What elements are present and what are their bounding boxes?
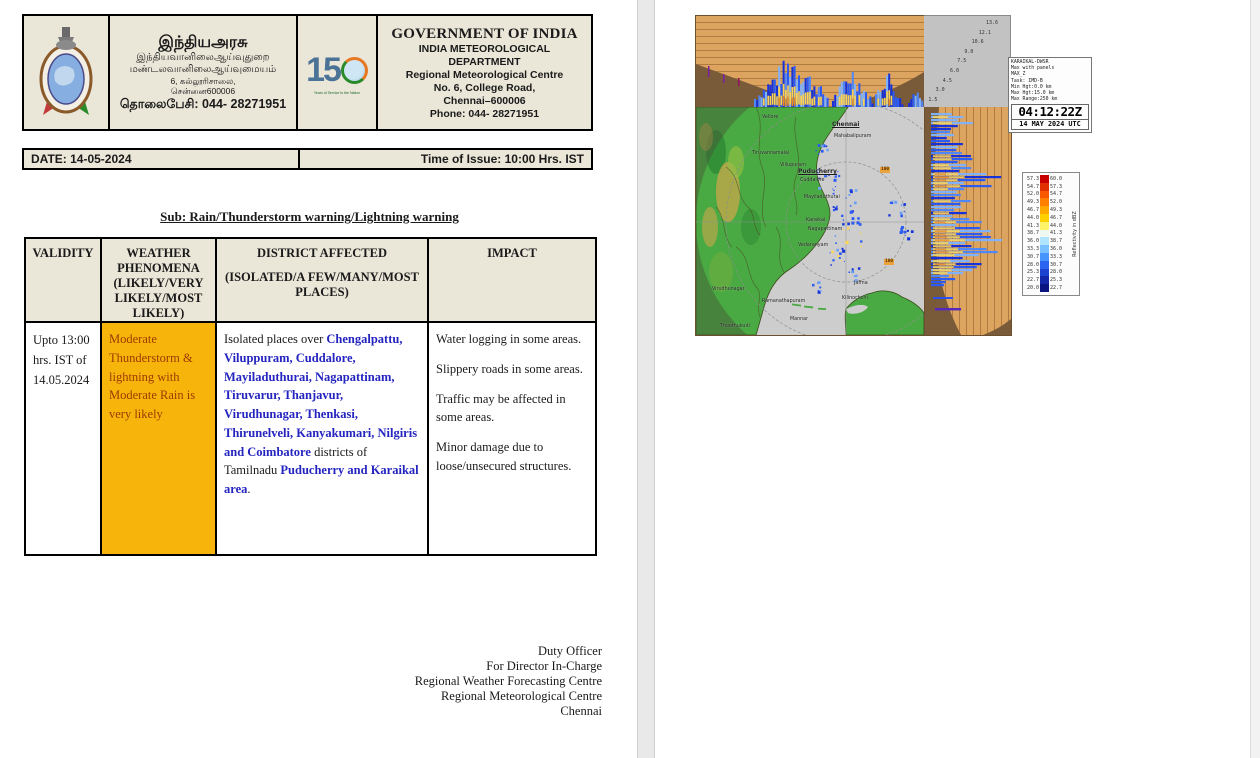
warning-table-header-row [25,238,596,322]
col-header-district-line2: (ISOLATED/A FEW/MANY/MOST PLACES) [225,270,419,299]
map-city-label: Jaffna [854,281,868,286]
radar-height-panel [924,15,1011,109]
tamil-department: இந்தியவானிலைஆய்வுதுறை [136,52,270,63]
legend-color-swatch [1040,261,1049,269]
radar-info-line: Task: IMD-B [1011,78,1043,84]
legend-color-swatch [1040,198,1049,206]
legend-upper-value: 49.3 [1050,207,1063,214]
radar-time-utc: 04:12:22Z [1018,104,1082,120]
signature-block [300,644,602,719]
radar-date-utc: 14 MAY 2024 UTC [1012,119,1088,129]
signature-line: Regional Weather Forecasting Centre [414,674,602,688]
radar-cross-section-top [695,15,925,109]
impact-item: Traffic may be affected in some areas. [436,391,566,425]
legend-row [1025,183,1068,191]
document-page-2 [653,0,1250,758]
legend-color-swatch [1040,222,1049,230]
date-time-row [22,148,593,170]
imd-emblem-icon [35,23,97,123]
legend-upper-value: 41.3 [1050,230,1063,237]
address-line-1: No. 6, College Road, [433,81,536,94]
logo-150-tagline: Years of Service to the Nation [313,90,361,95]
legend-lower-value: 38.7 [1026,230,1039,237]
map-city-label: Mahabalipuram [834,134,872,139]
height-label: 1.5 [928,96,938,103]
legend-row [1025,237,1068,245]
height-label: 3.0 [935,87,945,94]
phone-line: Phone: 044- 28271951 [429,107,540,120]
legend-upper-value: 60.0 [1050,175,1063,182]
legend-lower-value: 41.3 [1026,222,1039,229]
height-label: 6.0 [950,68,960,74]
impact-item: Water logging in some areas. [436,332,582,346]
scrollbar[interactable] [1250,0,1260,758]
range-ring-label: 100 [885,259,894,264]
legend-color-swatch [1040,230,1049,238]
regional-centre-line: Regional Meteorological Centre [405,68,564,81]
district-area-bold: Puducherry and Karaikal area [224,463,419,496]
legend-upper-value: 22.7 [1050,285,1063,292]
warning-table-body-row [25,322,596,555]
signature-line: Duty Officer [538,644,602,658]
map-city-label: Thoothukudi [720,324,750,329]
legend-title: Reflectivity in dBZ [1072,211,1078,257]
legend-color-swatch [1040,183,1049,191]
legend-upper-value: 52.0 [1050,199,1063,206]
district-text-end: . [247,482,251,496]
map-city-label: Mannar [790,317,809,322]
legend-row [1025,261,1068,269]
phenomena-cell: Moderate Thunderstorm & lightning with Moderate Rain is very likely [101,322,216,555]
legend-lower-value: 28.0 [1026,261,1039,268]
radar-legend-rows [1025,175,1068,292]
legend-lower-value: 46.7 [1026,207,1039,214]
district-cell [216,322,428,555]
legend-color-swatch [1040,206,1049,214]
height-label: 12.1 [978,29,991,36]
radar-info-box [1008,57,1092,133]
legend-color-swatch [1040,284,1049,292]
globe-zero-icon [341,57,368,84]
legend-row [1025,191,1068,199]
legend-lower-value: 57.3 [1026,175,1039,182]
legend-upper-value: 36.0 [1050,246,1063,253]
tamil-centre: மண்டலவானிலைஆய்வுமையம் [129,64,277,75]
radar-cross-section-graphic [696,16,924,108]
legend-color-swatch [1040,245,1049,253]
legend-row [1025,214,1068,222]
letterhead [22,14,593,131]
map-city-label: Kilinochchi [842,296,868,301]
legend-row [1025,253,1068,261]
tamil-address-1: 6, கல்லூரிசாலை, [170,76,236,86]
legend-color-swatch [1040,276,1049,284]
height-label: 9.0 [964,48,974,55]
height-label: 10.6 [971,39,984,46]
map-city-label: Puducherry [798,168,837,175]
legend-row [1025,198,1068,206]
legend-upper-value: 38.7 [1050,238,1063,245]
signature-line: Regional Meteorological Centre [440,689,602,703]
district-text-pre: Isolated places over [224,332,327,346]
radar-legend [1022,172,1080,296]
letterhead-150-cell [298,16,378,129]
date-cell: DATE: 14-05-2024 [24,150,300,168]
legend-lower-value: 44.0 [1026,214,1039,221]
radar-timestamp-box [1011,104,1089,130]
district-text-mid: districts of Tamilnadu [224,444,368,478]
impact-item: Slippery roads in some areas. [436,361,583,376]
map-city-label: Virudhunagar [712,287,745,292]
signature-line: For Director In-Charge [486,659,602,673]
legend-lower-value: 54.7 [1026,183,1039,190]
legend-row [1025,245,1068,253]
imd-department-line: INDIA METEOROLOGICAL DEPARTMENT [418,42,551,68]
tamil-address-2: சென்னை600006 [170,86,236,96]
address-line-2: Chennai–600006 [443,94,526,107]
legend-color-swatch [1040,191,1049,199]
map-city-label: Villupuram [780,163,806,168]
radar-profile-graphic [925,107,1011,335]
range-ring-label: 100 [881,167,890,172]
impact-cell [428,322,596,555]
map-city-label: Tiruvannamalai [752,151,790,156]
map-city-label: Karaikal [806,218,826,223]
time-of-issue-cell: Time of Issue: 10:00 Hrs. IST [420,152,584,166]
tamil-government-title: இந்தியஅரசு [158,34,248,51]
radar-info-line: MAX_Z [1011,72,1026,78]
col-header-district [216,238,428,322]
legend-row [1025,269,1068,277]
district-names-bold: Chengalpattu, Viluppuram, Cuddalore, Mayiladuthurai, Nagapattinam, Tiruvarur, Thanjavur, Virudhunagar, Thenkasi, Thirunelveli, Kanyakumari, Nilgiris and Coimbatore [224,332,418,459]
legend-lower-value: 49.3 [1026,199,1039,206]
radar-info-lines [1011,60,1089,103]
map-city-label: Mayiladuthurai [804,195,840,200]
legend-upper-value: 44.0 [1050,222,1063,229]
warning-table [24,237,597,556]
legend-lower-value: 20.0 [1026,285,1039,292]
legend-color-swatch [1040,269,1049,277]
legend-lower-value: 25.3 [1026,269,1039,276]
col-header-validity: VALIDITY [25,238,101,322]
legend-upper-value: 33.3 [1050,253,1063,260]
legend-color-swatch [1040,253,1049,261]
validity-cell: Upto 13:00 hrs. IST of 14.05.2024 [25,322,101,555]
legend-lower-value: 22.7 [1026,277,1039,284]
imd-150-logo [306,51,368,90]
map-city-label: Cuddalore [800,178,825,183]
legend-color-swatch [1040,237,1049,245]
legend-row [1025,206,1068,214]
government-of-india-title: GOVERNMENT OF INDIA [391,25,578,42]
legend-row [1025,222,1068,230]
signature-line: Chennai [560,704,602,718]
radar-map [695,107,925,336]
legend-upper-value: 30.7 [1050,261,1063,268]
legend-lower-value: 36.0 [1026,238,1039,245]
subject-line: Sub: Rain/Thunderstorm warning/Lightning warning [160,209,459,224]
radar-cross-section-right [924,107,1012,336]
legend-upper-value: 46.7 [1050,214,1063,221]
radar-info-line: Max Range:250 km [1011,97,1058,103]
map-city-label: Chennai [832,121,860,128]
legend-upper-value: 28.0 [1050,269,1063,276]
logo-150-digits: 15 [306,50,340,89]
legend-row [1025,276,1068,284]
letterhead-tamil-block [110,16,298,129]
map-city-label: Nagapattinam [808,227,843,232]
col-header-phenomena: WEATHER PHENOMENA (LIKELY/VERY LIKELY/MOST LIKELY) [101,238,216,322]
radar-info-line: Max with panels [1011,66,1055,72]
map-city-label: Vedaranyam [798,243,829,248]
letterhead-logo-cell [24,16,110,129]
tamil-phone: தொலைபேசி: 044- 28271951 [119,97,287,111]
legend-lower-value: 52.0 [1026,191,1039,198]
radar-info-line: Max Hgt:15.0 km [1011,91,1055,97]
radar-info-line: Min Hgt:0.0 km [1011,84,1052,90]
col-header-impact: IMPACT [428,238,596,322]
height-label: 7.5 [957,58,967,65]
height-label: 4.5 [942,77,952,84]
legend-row [1025,230,1068,238]
legend-row [1025,284,1068,292]
legend-color-swatch [1040,214,1049,222]
legend-lower-value: 33.3 [1026,246,1039,253]
letterhead-english-block [378,16,591,129]
col-header-district-line1: DISTRICT AFFECTED [256,246,387,260]
radar-info-line: KARAIKAL-DWSR [1011,60,1049,65]
impact-item: Minor damage due to loose/unsecured structures. [436,440,572,473]
map-city-label: Ramanathapuram [762,299,806,304]
legend-upper-value: 54.7 [1050,191,1063,198]
map-city-label: Vellore [762,115,779,120]
height-label: 13.6 [986,20,999,26]
legend-color-swatch [1040,175,1049,183]
legend-upper-value: 57.3 [1050,183,1063,190]
legend-lower-value: 30.7 [1026,253,1039,260]
legend-upper-value: 25.3 [1050,277,1063,284]
legend-row [1025,175,1068,183]
